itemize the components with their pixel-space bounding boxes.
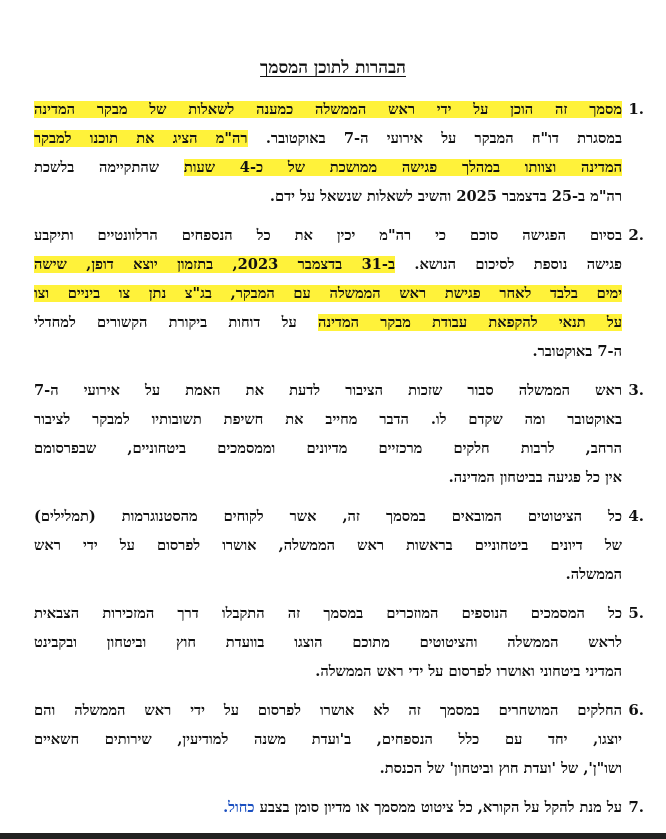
highlighted-text: ימים בלבד לאחר פגישת ראש הממשלה עם המבקר, בג"צ נתן צו ביניים וצו xyxy=(34,285,622,302)
text-line xyxy=(34,725,622,754)
list-item xyxy=(34,376,644,492)
text-run: החלקים המושחרים במסמך זה לא אושרו לפרסום על ידי ראש הממשלה והם xyxy=(34,702,622,719)
text-line xyxy=(34,560,622,589)
text-line xyxy=(34,696,622,725)
text-run: ה-7 באוקטובר. xyxy=(532,343,622,360)
text-run: יוצגו, יחד עם כלל הנספחים, ב'ועדת משנה למודיעין, שירותים חשאיים xyxy=(34,731,622,748)
list-item xyxy=(34,599,644,686)
text-line xyxy=(34,250,622,279)
page-bottom-edge xyxy=(0,833,666,839)
item-text xyxy=(34,696,622,783)
item-text xyxy=(34,221,622,366)
text-run: המדיני ביטחוני ואושרו לפרסום על ידי ראש הממשלה. xyxy=(315,663,622,680)
item-number: 7. xyxy=(628,798,644,816)
text-run: הממשלה. xyxy=(565,566,622,583)
clarifications-list xyxy=(34,95,644,832)
text-line xyxy=(34,405,622,434)
item-text xyxy=(34,793,622,822)
text-run: ראש הממשלה סבור שזכות הציבור לדעת את האמת על אירועי ה-7 xyxy=(34,382,622,399)
item-number: 2. xyxy=(628,226,644,244)
text-line xyxy=(34,531,622,560)
document-title: הבהרות לתוכן המסמך xyxy=(260,58,406,78)
list-item xyxy=(34,221,644,366)
item-text xyxy=(34,376,622,492)
blue-text: כחול. xyxy=(223,799,255,816)
text-line xyxy=(34,463,622,492)
list-item xyxy=(34,793,644,822)
text-line xyxy=(34,153,622,182)
text-run: רה"מ ב-25 בדצמבר 2025 והשיב לשאלות שנשאל על ידם. xyxy=(269,188,622,205)
list-item xyxy=(34,95,644,211)
text-run: פגישה נוספת לסיכום הנושא. xyxy=(394,256,622,273)
list-item xyxy=(34,502,644,589)
item-text xyxy=(34,95,622,211)
text-run: שהתקיימה בלשכת xyxy=(34,159,184,176)
text-run: באוקטובר ומה שקדם לו. הדבר מחייב את חשיפת תשובותיו למבקר לציבור xyxy=(34,411,622,428)
highlighted-text: מסמך זה הוכן על ידי ראש הממשלה כמענה לשאלות של מבקר המדינה xyxy=(34,101,622,118)
text-line xyxy=(34,337,622,366)
list-item xyxy=(34,696,644,783)
text-line xyxy=(34,434,622,463)
text-run: הרחב, לרבות חלקים מרכזיים מדיונים וממסמכים ביטחוניים, שבפרסומם xyxy=(34,440,622,457)
text-run: במסגרת דו"ח המבקר על אירועי ה-7 באוקטובר. xyxy=(247,130,622,147)
text-run: אין כל פגיעה בביטחון המדינה. xyxy=(448,469,622,486)
text-line xyxy=(34,502,622,531)
text-line xyxy=(34,124,622,153)
highlighted-text: רה"מ הציג את תוכנו למבקר xyxy=(34,130,248,147)
text-run: של דיונים ביטחוניים בראשות ראש הממשלה, אושרו לפרסום על ידי ראש xyxy=(34,537,622,554)
text-line xyxy=(34,754,622,783)
text-line xyxy=(34,221,622,250)
text-run: לראש הממשלה והציטוטים מתוכם הוצגו בוועדת חוץ וביטחון ובקבינט xyxy=(34,634,622,651)
text-line xyxy=(34,95,622,124)
text-line xyxy=(34,182,622,211)
text-line xyxy=(34,279,622,308)
item-text xyxy=(34,599,622,686)
text-line xyxy=(34,657,622,686)
highlighted-text: על תנאי להקפאת עבודת מבקר המדינה xyxy=(317,314,622,331)
text-run: בסיום הפגישה סוכם כי רה"מ יכין את כל הנספחים הרלוונטיים ותיקבע xyxy=(34,227,622,244)
item-number: 5. xyxy=(628,604,644,622)
item-number: 3. xyxy=(628,381,644,399)
text-line xyxy=(34,308,622,337)
text-line xyxy=(34,793,622,822)
text-line xyxy=(34,628,622,657)
text-run: על מנת להקל על הקורא, כל ציטוט ממסמך או מדיון סומן בצבע xyxy=(254,799,622,816)
item-text xyxy=(34,502,622,589)
text-line xyxy=(34,376,622,405)
text-run: כל המסמכים הנוספים המוזכרים במסמך זה התקבלו דרך המזכירות הצבאית xyxy=(34,605,622,622)
text-run: כל הציטוטים המובאים במסמך זה, אשר לקוחים מהסטנוגרמות (תמלילים) xyxy=(34,508,622,525)
item-number: 6. xyxy=(628,701,644,719)
text-run: על דוחות ביקורת הקשורים למחדלי xyxy=(34,314,318,331)
item-number: 4. xyxy=(628,507,644,525)
highlighted-text: המדינה וצוותו במהלך פגישה ממושכת של כ-4 שעות xyxy=(183,159,622,176)
highlighted-text: ב-31 בדצמבר 2023, בתזמון יוצא דופן, שישה xyxy=(34,256,395,273)
text-line xyxy=(34,599,622,628)
item-number: 1. xyxy=(628,100,644,118)
text-run: ושו"ן', של 'ועדת חוץ וביטחון' של הכנסת. xyxy=(379,760,622,777)
